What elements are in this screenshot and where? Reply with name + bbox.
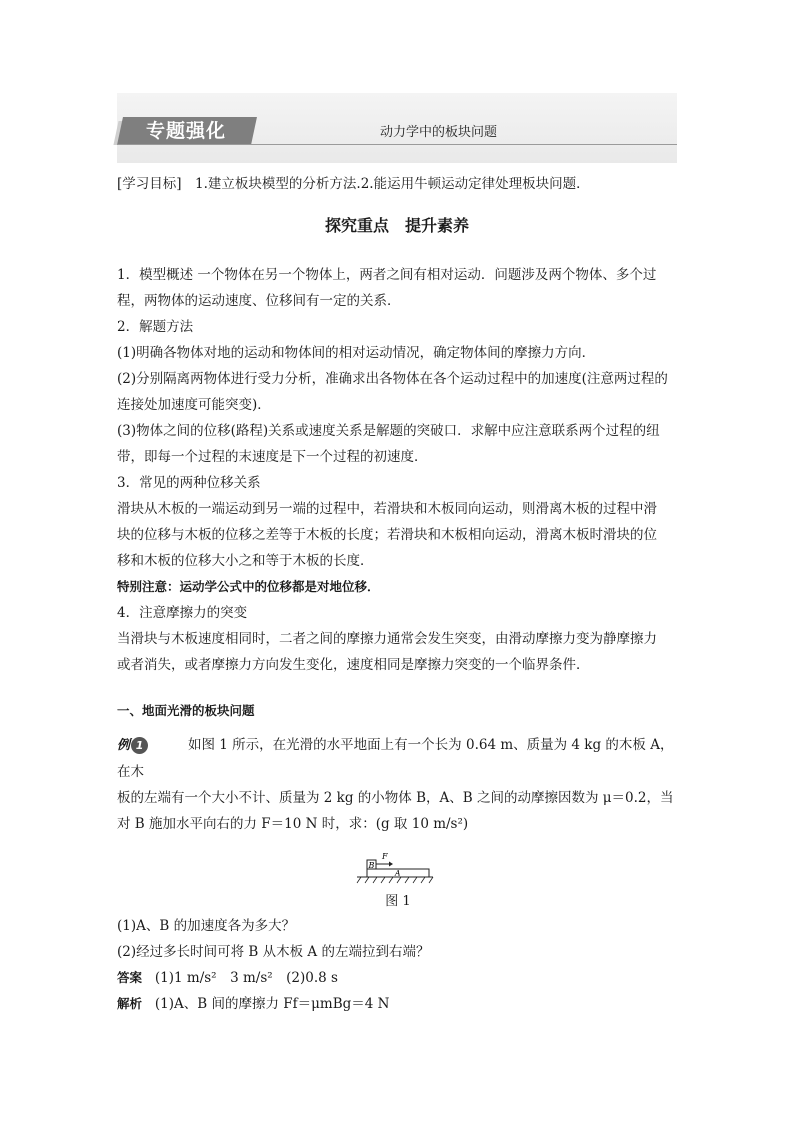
paragraph: 1．模型概述 一个物体在另一个物体上，两者之间有相对运动．问题涉及两个物体、多个过 [117, 267, 657, 283]
header-divider [117, 144, 677, 145]
paragraph: 移和木板的位移大小之和等于木板的长度． [117, 553, 374, 569]
ground-hatching [357, 877, 433, 883]
example-number-badge: 1 [131, 737, 148, 754]
special-note: 特别注意：运动学公式中的位移都是对地位移． [117, 579, 380, 594]
label-a: A [395, 868, 401, 877]
board-block-diagram [355, 839, 435, 887]
paragraph: (2)分别隔离两物体进行受力分析，准确求出各物体在各个运动过程中的加速度(注意两过程的 [117, 371, 668, 387]
sub-question: (2)经过多长时间可将 B 从木板 A 的左端拉到右端？ [117, 943, 430, 960]
paragraph: (1)明确各物体对地的运动和物体间的相对运动情况，确定物体间的摩擦力方向． [117, 345, 596, 361]
example-marker [117, 733, 148, 759]
answer-text: (1)1 m/s² 3 m/s² (2)0.8 s [154, 969, 338, 986]
part-title: 一、地面光滑的板块问题 [117, 703, 255, 718]
learning-objective: [学习目标] 1.建立板块模型的分析方法.2.能运用牛顿运动定律处理板块问题． [117, 176, 590, 192]
answer-line [117, 965, 679, 991]
heading: 3．常见的两种位移关系 [117, 475, 261, 491]
label-f: F [382, 851, 388, 861]
spacer [117, 678, 679, 698]
example-word: 例 [117, 737, 131, 753]
question-text: 对 B 施加水平向右的力 F＝10 N 时，求：(g 取 10 m/s²) [117, 815, 469, 832]
analysis-label: 解析 [117, 995, 143, 1011]
topic-badge-label: 专题强化 [146, 120, 227, 142]
question-text: 板的左端有一个大小不计、质量为 2 kg 的小物体 B，A、B 之间的动摩擦因数为 μ＝0.2，当 [117, 789, 674, 806]
question-text: 如图 1 所示，在光滑的水平地面上有一个长为 0.64 m、质量为 4 kg 的木板 A，在木 [117, 737, 674, 780]
paragraph: 程，两物体的运动速度、位移间有一定的关系． [117, 293, 401, 309]
heading: 4．注意摩擦力的突变 [117, 605, 248, 621]
paragraph: (3)物体之间的位移(路程)关系或速度关系是解题的突破口．求解中应注意联系两个过程的纽 [117, 423, 660, 439]
paragraph: 块的位移与木板的位移之差等于木板的长度；若滑块和木板相向运动，滑离木板时滑块的位 [117, 527, 657, 543]
analysis-text: (1)A、B 间的摩擦力 Ff＝μmBg＝4 N [154, 995, 390, 1012]
heading: 2．解题方法 [117, 319, 194, 335]
example-question-line [117, 732, 679, 785]
paragraph: 或者消失，或者摩擦力方向发生变化，速度相同是摩擦力突变的一个临界条件． [117, 657, 590, 673]
answer-label: 答案 [117, 969, 143, 985]
section-title: 探究重点 提升素养 [324, 216, 469, 235]
paragraph: 当滑块与木板速度相同时，二者之间的摩擦力通常会发生突变，由滑动摩擦力变为静摩擦力 [117, 631, 657, 647]
force-arrowhead [389, 861, 393, 866]
paragraph: 连接处加速度可能突变)． [117, 397, 271, 413]
paragraph: 带，即每一个过程的末速度是下一个过程的初速度． [117, 449, 428, 465]
sub-question: (1)A、B 的加速度各为多大？ [117, 917, 296, 934]
label-b: B [368, 860, 375, 870]
spacer [117, 724, 679, 732]
figure-caption: 图 1 [385, 893, 411, 909]
analysis-line [117, 991, 679, 1017]
paragraph: 滑块从木板的一端运动到另一端的过程中，若滑块和木板同向运动，则滑离木板的过程中滑 [117, 501, 657, 517]
figure-1 [117, 839, 679, 913]
main-body [117, 262, 679, 1017]
header-title: 动力学中的板块问题 [380, 125, 498, 140]
